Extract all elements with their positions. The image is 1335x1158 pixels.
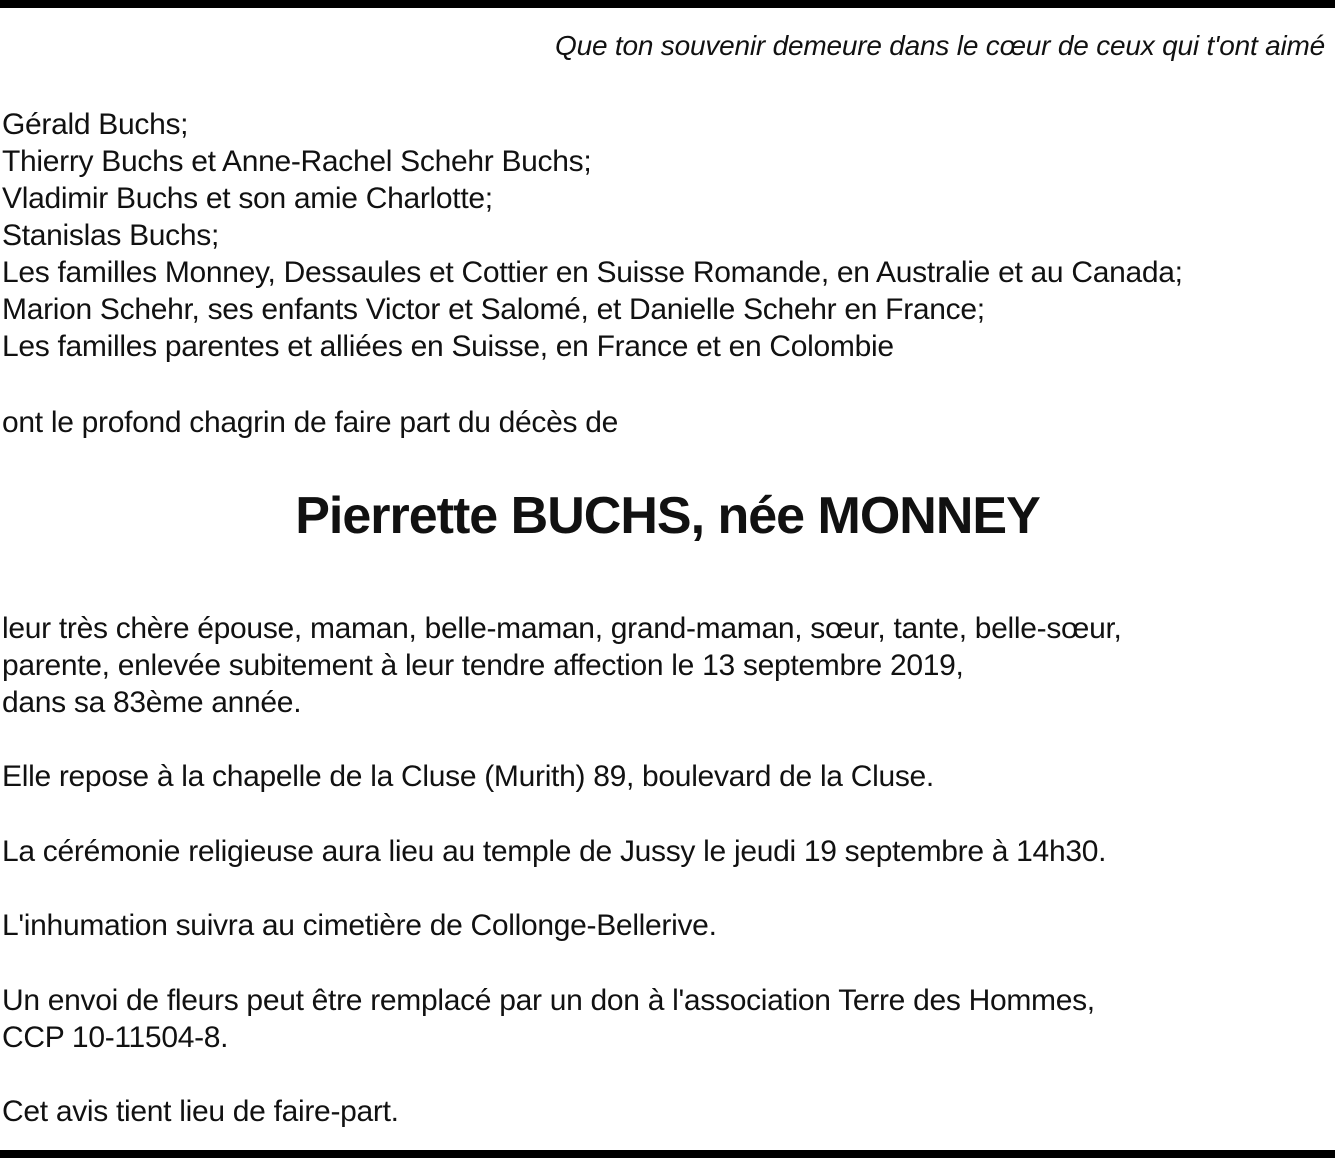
bottom-border-rule: [0, 1150, 1335, 1158]
deceased-name: Pierrette BUCHS, née MONNEY: [295, 487, 1040, 545]
donation-line: Un envoi de fleurs peut être remplacé par un don à l'association Terre des Hommes,: [2, 984, 1095, 1017]
burial-text: L'inhumation suivra au cimetière de Collonge-Bellerive.: [2, 909, 717, 942]
family-member-line: Les familles parentes et alliées en Suisse, en France et en Colombie: [2, 330, 894, 363]
description-line: leur très chère épouse, maman, belle-maman, grand-maman, sœur, tante, belle-sœur,: [2, 612, 1122, 645]
description-line: dans sa 83ème année.: [2, 686, 302, 719]
donation-line: CCP 10-11504-8.: [2, 1021, 229, 1054]
family-member-line: Thierry Buchs et Anne-Rachel Schehr Buchs;: [2, 145, 592, 178]
epigraph: Que ton souvenir demeure dans le cœur de ceux qui t'ont aimé: [555, 30, 1325, 61]
family-member-line: Gérald Buchs;: [2, 108, 189, 141]
top-border-rule: [0, 0, 1335, 8]
description-line: parente, enlevée subitement à leur tendre affection le 13 septembre 2019,: [2, 649, 964, 682]
repose-text: Elle repose à la chapelle de la Cluse (Murith) 89, boulevard de la Cluse.: [2, 760, 934, 793]
announcement-text: ont le profond chagrin de faire part du décès de: [2, 406, 619, 439]
family-member-line: Marion Schehr, ses enfants Victor et Salomé, et Danielle Schehr en France;: [2, 293, 985, 326]
family-member-line: Les familles Monney, Dessaules et Cottier en Suisse Romande, en Australie et au Canada;: [2, 256, 1183, 289]
closing-text: Cet avis tient lieu de faire-part.: [2, 1095, 399, 1128]
ceremony-text: La cérémonie religieuse aura lieu au temple de Jussy le jeudi 19 septembre à 14h30.: [2, 835, 1107, 868]
family-member-line: Stanislas Buchs;: [2, 219, 219, 252]
family-member-line: Vladimir Buchs et son amie Charlotte;: [2, 182, 493, 215]
